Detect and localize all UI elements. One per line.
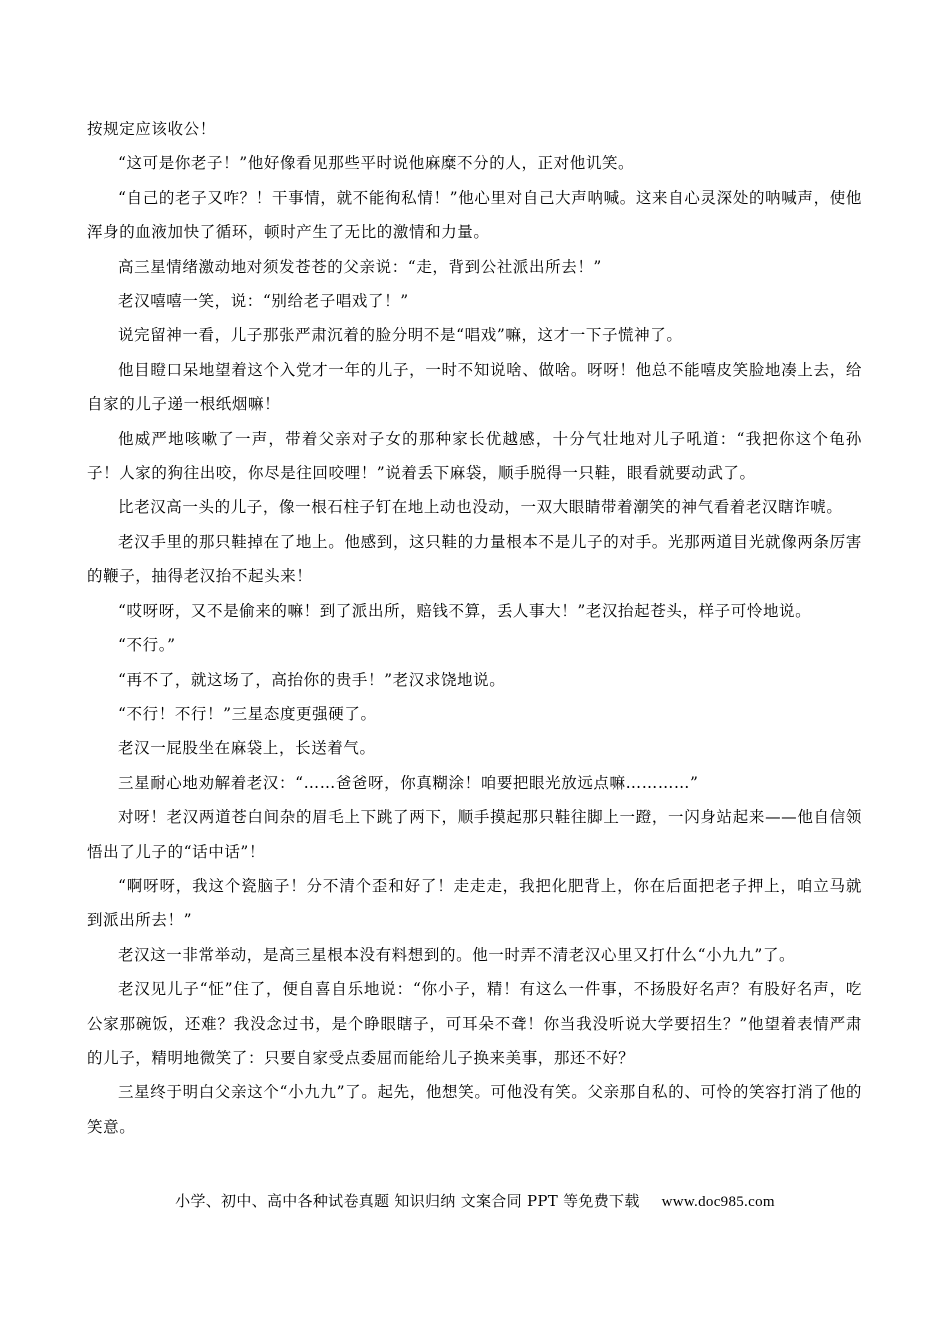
paragraph: 老汉嘻嘻一笑，说：“别给老子唱戏了！” — [118, 292, 409, 311]
footer-site-link[interactable]: www.doc985.com — [661, 1194, 775, 1210]
footer-text: 小学、初中、高中各种试卷真题 知识归纳 文案合同 PPT 等免费下载 — [175, 1192, 640, 1210]
paragraph: “哎呀呀，又不是偷来的嘛！到了派出所，赔钱不算，丢人事大！”老汉抬起苍头，样子可怜地说。 — [118, 601, 812, 620]
paragraph: 三星终于明白父亲这个“小九九”了。起先，他想笑。可他没有笑。父亲那自私的、可怜的笑容打消了他的笑意。 — [87, 1083, 862, 1136]
paragraph: 老汉这一非常举动，是高三星根本没有料想到的。他一时弄不清老汉心里又打什么“小九九”了。 — [118, 945, 796, 964]
paragraph: “这可是你老子！”他好像看见那些平时说他麻糜不分的人，正对他讥笑。 — [118, 154, 635, 173]
story-text — [87, 112, 862, 1144]
paragraph: 高三星情绪激动地对须发苍苍的父亲说：“走，背到公社派出所去！” — [118, 257, 602, 276]
paragraph: 老汉见儿子“怔”住了，便自喜自乐地说：“你小子，精！有这么一件事，不扬股好名声？有股好名声，吃公家那碗饭，还难？我没念过书，是个睁眼瞎子，可耳朵不聋！你当我没听说大学要招生？”他望着表情严肃的儿子，精明地微笑了：只要自家受点委屈而能给儿子换来美事，那还不好？ — [87, 980, 862, 1067]
paragraph: “不行。” — [118, 636, 176, 655]
paragraph: 他目瞪口呆地望着这个入党才一年的儿子，一时不知说啥、做啥。呀呀！他总不能嘻皮笑脸地凑上去，给自家的儿子递一根纸烟嘛！ — [87, 360, 862, 414]
paragraph: “自己的老子又咋？！干事情，就不能徇私情！”他心里对自己大声呐喊。这来自心灵深处的呐喊声，使他浑身的血液加快了循环，顿时产生了无比的激情和力量。 — [87, 188, 862, 242]
paragraph: 老汉一屁股坐在麻袋上，长送着气。 — [118, 739, 376, 758]
paragraph: 老汉手里的那只鞋掉在了地上。他感到，这只鞋的力量根本不是儿子的对手。光那两道目光就像两条厉害的鞭子，抽得老汉抬不起头来！ — [87, 532, 862, 586]
paragraph: “再不了，就这场了，高抬你的贵手！”老汉求饶地说。 — [118, 670, 506, 689]
paragraph: “不行！不行！”三星态度更强硬了。 — [118, 704, 377, 723]
paragraph: 比老汉高一头的儿子，像一根石柱子钉在地上动也没动，一双大眼睛带着潮笑的神气看着老汉瞎诈唬。 — [118, 498, 843, 517]
paragraph: 说完留神一看，儿子那张严肃沉着的脸分明不是“唱戏”嘛，这才一下子慌神了。 — [118, 326, 683, 345]
paragraph: “啊呀呀，我这个瓷脑子！分不清个歪和好了！走走走，我把化肥背上，你在后面把老子押上，咱立马就到派出所去！” — [87, 876, 862, 930]
page-footer — [0, 1188, 950, 1215]
paragraph: 按规定应该收公！ — [87, 120, 216, 138]
paragraph: 对呀！老汉两道苍白间杂的眉毛上下跳了两下，顺手摸起那只鞋往脚上一蹬，一闪身站起来——他自信领悟出了儿子的“话中话”！ — [87, 808, 862, 861]
paragraph: 他威严地咳嗽了一声，带着父亲对子女的那种家长优越感，十分气壮地对儿子吼道：“我把你这个龟孙子！人家的狗往出咬，你尽是往回咬哩！”说着丢下麻袋，顺手脱得一只鞋，眼看就要动武了。 — [87, 429, 862, 483]
paragraph: 三星耐心地劝解着老汉：“……爸爸呀，你真糊涂！咱要把眼光放远点嘛…………” — [118, 773, 699, 792]
